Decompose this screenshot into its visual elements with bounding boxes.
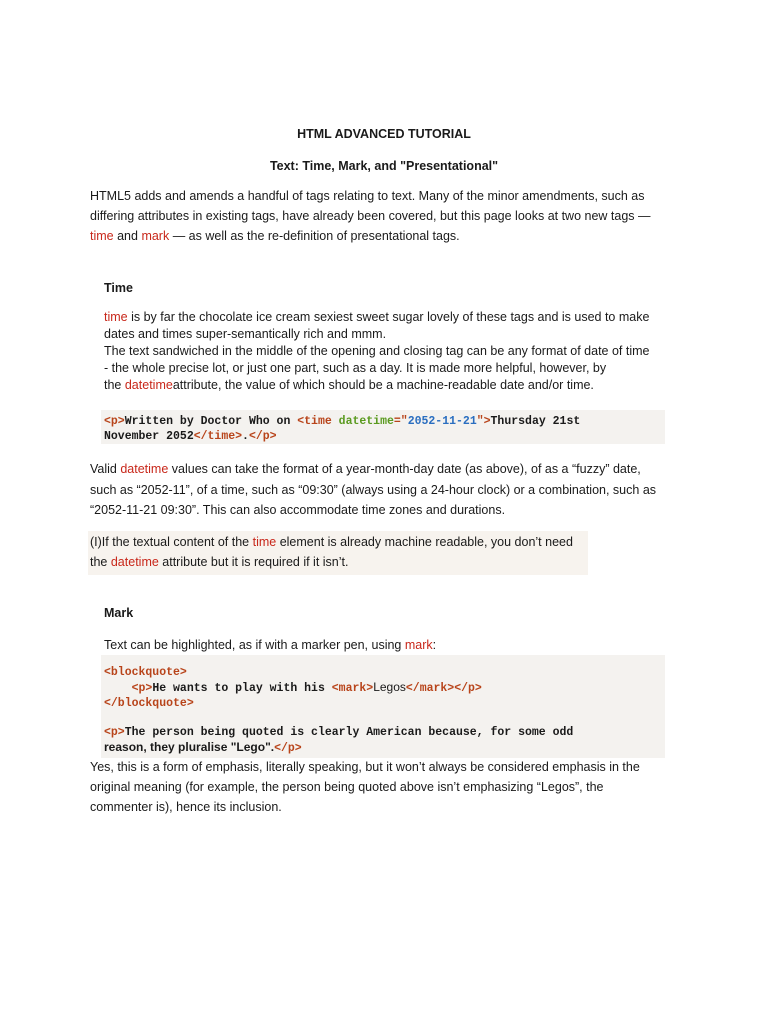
code-text: Thursday 21st <box>490 415 581 428</box>
note-box <box>88 531 588 575</box>
valid-post: values can take the format of a year-month-day date (as above), of as a “fuzzy” date, <box>168 462 641 476</box>
note-pre: (I)If the textual content of the <box>90 535 253 549</box>
datetime-keyword: datetime <box>120 462 169 476</box>
code-p-open: <p> <box>131 682 153 695</box>
mark-intro-post: : <box>432 638 437 652</box>
note-post: attribute but it is required if it isn’t. <box>158 555 349 569</box>
intro-line-1: HTML5 adds and amends a handful of tags relating to text. Many of the minor amendments, such as <box>90 189 645 203</box>
intro-line-2: differing attributes in existing tags, have already been covered, but this page looks at two new tags — <box>90 209 651 223</box>
valid-line-2: such as “2052-11”, of a time, such as “09:30” (always using a 24-hour clock) or a combination, such as <box>90 482 657 497</box>
code-text: November 2052 <box>104 430 194 443</box>
time-p1-text: is by far the chocolate ice cream sexiest sweet sugar lovely of these tags and is used to make <box>127 310 650 324</box>
mark-code-line-4 <box>104 725 665 740</box>
code-attr-value: 2052-11-21 <box>407 415 477 428</box>
code-text: Written by Doctor Who on <box>124 415 298 428</box>
outro-line-1: Yes, this is a form of emphasis, literally speaking, but it won’t always be considered emphasis in the <box>90 760 640 774</box>
code-eq-quote: =" <box>393 415 408 428</box>
time-p2-line-2: - the whole precise lot, or just one part, such as a day. It is made more helpful, however, by <box>104 361 607 375</box>
intro-and: and <box>113 229 142 243</box>
time-keyword: time <box>104 310 128 324</box>
valid-datetime-paragraph <box>90 459 690 521</box>
code-p-close: </p> <box>454 682 482 695</box>
code-blockquote-close: </blockquote> <box>104 697 194 710</box>
time-heading: Time <box>104 281 133 295</box>
code-p-close: </p> <box>248 430 277 443</box>
time-paragraph <box>104 309 684 394</box>
mark-code-line-2 <box>104 680 665 696</box>
valid-pre: Valid <box>90 462 121 476</box>
outro-line-3: commenter is), hence its inclusion. <box>90 800 282 814</box>
outro-line-2: original meaning (for example, the person being quoted above isn’t emphasizing “Legos”, the <box>90 780 604 794</box>
time-p2-line-3 <box>104 377 684 394</box>
code-quote-close: "> <box>476 415 491 428</box>
code-time-open: <time <box>297 415 339 428</box>
code-p-open: <p> <box>104 726 125 739</box>
mark-code-line-1 <box>104 665 665 680</box>
note-line-2 <box>90 552 588 572</box>
valid-line-3: “2052-11-21 09:30”. This can also accommodate time zones and durations. <box>90 503 506 517</box>
mark-keyword: mark <box>141 229 170 243</box>
note-pre: the <box>90 555 111 569</box>
code-text: . <box>242 430 249 443</box>
time-keyword: time <box>90 229 114 243</box>
time-code-line-2 <box>104 429 665 444</box>
mark-code-spacer <box>104 711 665 725</box>
code-blockquote-open: <blockquote> <box>104 666 187 679</box>
note-post: element is already machine readable, you don’t need <box>276 535 573 549</box>
time-p2-pre: the <box>104 378 125 392</box>
code-text: reason, they pluralise "Lego". <box>104 740 275 754</box>
code-text: He wants to play with his <box>152 682 332 695</box>
code-attr-name: datetime <box>338 415 394 428</box>
code-mark-close: </mark> <box>405 682 455 695</box>
mark-keyword: mark <box>404 638 433 652</box>
page-title: HTML ADVANCED TUTORIAL <box>297 127 471 141</box>
mark-code-line-3 <box>104 696 665 711</box>
mark-heading: Mark <box>104 606 134 620</box>
mark-code-line-5 <box>104 740 665 756</box>
time-code-block <box>101 410 665 444</box>
page-subtitle: Text: Time, Mark, and "Presentational" <box>269 159 499 173</box>
time-p2-post: attribute, the value of which should be a machine-readable date and/or time. <box>172 378 594 392</box>
code-p-open: <p> <box>104 415 125 428</box>
datetime-keyword: datetime <box>110 555 159 569</box>
valid-line-1 <box>90 459 690 480</box>
mark-intro-pre: Text can be highlighted, as if with a marker pen, using <box>104 638 405 652</box>
time-p2-line-1: The text sandwiched in the middle of the opening and closing tag can be any format of date of time <box>104 344 650 358</box>
note-line-1 <box>90 532 588 552</box>
datetime-keyword: datetime <box>124 378 173 392</box>
mark-code-block <box>101 655 665 758</box>
mark-outro-paragraph <box>90 757 690 817</box>
time-keyword: time <box>252 535 277 549</box>
time-p1-line-2: dates and times super-semantically rich and mmm. <box>104 327 387 341</box>
code-mark-open: <mark> <box>331 682 374 695</box>
intro-paragraph <box>90 186 690 246</box>
intro-rest: — as well as the re-definition of presentational tags. <box>169 229 460 243</box>
time-code-line-1 <box>104 414 665 429</box>
code-mark-text: Legos <box>373 680 406 694</box>
code-p-close: </p> <box>274 742 302 755</box>
time-p1-line-1 <box>104 309 684 326</box>
code-text: The person being quoted is clearly American because, for some odd <box>124 726 574 739</box>
intro-line-3 <box>90 226 690 246</box>
code-time-close: </time> <box>193 430 243 443</box>
mark-intro <box>104 635 436 655</box>
